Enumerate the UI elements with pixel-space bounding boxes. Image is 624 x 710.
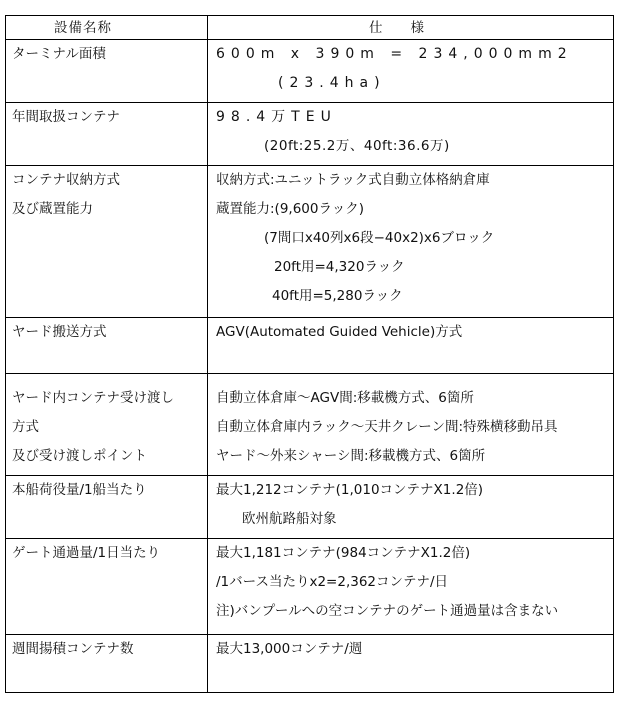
spec-line: 自動立体倉庫〜AGV間:移載機方式、6箇所	[216, 390, 474, 406]
row-spec-cell	[208, 318, 614, 374]
spec-line: 最大1,212コンテナ(1,010コンテナX1.2倍)	[216, 482, 484, 498]
spec-line: 最大13,000コンテナ/週	[216, 641, 363, 657]
table-row	[6, 476, 614, 539]
row-spec-cell	[208, 40, 614, 103]
row-spec-cell	[208, 166, 614, 318]
spec-line: 収納方式:ユニットラック式自動立体格納倉庫	[216, 172, 490, 188]
table-row	[6, 40, 614, 103]
table-row	[6, 635, 614, 693]
equipment-name: 及び受け渡しポイント	[12, 448, 147, 464]
spec-line: 自動立体倉庫内ラック〜天井クレーン間:特殊横移動吊具	[216, 419, 558, 435]
spec-line: /1バース当たりx2=2,362コンテナ/日	[216, 574, 449, 590]
table-row	[6, 374, 614, 476]
header-equipment-name: 設備名称	[6, 16, 208, 40]
table-row	[6, 318, 614, 374]
row-spec-cell	[208, 374, 614, 476]
row-name-cell	[6, 40, 208, 103]
row-spec-cell	[208, 539, 614, 635]
row-name-cell	[6, 103, 208, 166]
equipment-name: ターミナル面積	[12, 46, 106, 62]
row-spec-cell	[208, 476, 614, 539]
equipment-name: 方式	[12, 419, 39, 435]
spec-table	[5, 15, 614, 693]
spec-line: (20ft:25.2万、40ft:36.6万)	[264, 138, 450, 154]
row-name-cell	[6, 318, 208, 374]
spec-line: 98.4万TEU	[216, 109, 337, 125]
spec-line: 蔵置能力:(9,600ラック)	[216, 201, 364, 217]
spec-line: (7間口x40列x6段−40x2)x6ブロック	[264, 230, 495, 246]
table-row	[6, 539, 614, 635]
spec-line: ヤード〜外来シャーシ間:移載機方式、6箇所	[216, 448, 486, 464]
spec-line: (23.4ha)	[278, 75, 386, 91]
header-specification: 仕様	[208, 16, 614, 40]
row-name-cell	[6, 539, 208, 635]
equipment-name: ヤード搬送方式	[12, 324, 107, 340]
header-row	[6, 16, 614, 40]
equipment-name: 本船荷役量/1船当たり	[12, 482, 147, 498]
row-name-cell	[6, 635, 208, 693]
equipment-name: 週間揚積コンテナ数	[12, 641, 134, 657]
equipment-name: ゲート通過量/1日当たり	[12, 545, 161, 561]
spec-line: 欧州航路船対象	[242, 511, 337, 527]
equipment-name: コンテナ収納方式	[12, 172, 120, 188]
spec-line: 40ft用=5,280ラック	[272, 288, 403, 304]
row-spec-cell	[208, 103, 614, 166]
spec-line: 600m x 390m = 234,000mm2	[216, 46, 573, 62]
row-spec-cell	[208, 635, 614, 693]
table-row	[6, 166, 614, 318]
spec-line: 20ft用=4,320ラック	[274, 259, 405, 275]
table-row	[6, 103, 614, 166]
row-name-cell	[6, 476, 208, 539]
equipment-name: ヤード内コンテナ受け渡し	[12, 390, 174, 406]
row-name-cell	[6, 166, 208, 318]
spec-line: 注)バンプールへの空コンテナのゲート通過量は含まない	[216, 603, 559, 619]
equipment-name: 及び蔵置能力	[12, 201, 93, 217]
equipment-name: 年間取扱コンテナ	[12, 109, 120, 125]
spec-line: AGV(Automated Guided Vehicle)方式	[216, 324, 463, 340]
spec-line: 最大1,181コンテナ(984コンテナX1.2倍)	[216, 545, 471, 561]
row-name-cell	[6, 374, 208, 476]
